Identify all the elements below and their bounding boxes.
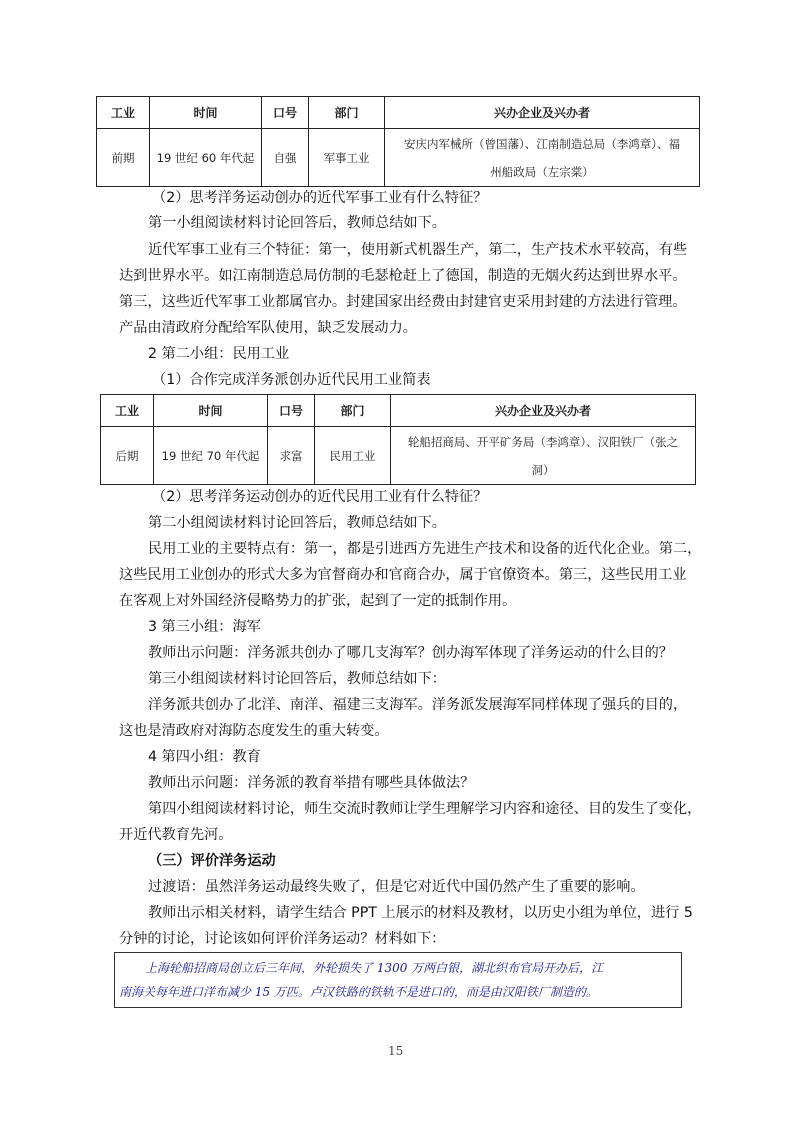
cell-enterprises <box>391 427 696 485</box>
cell-enterprises <box>385 129 700 187</box>
page-number: 15 <box>388 1044 404 1058</box>
sec1-intro: 第一小组阅读材料讨论回答后，教师总结如下。 <box>148 215 446 231</box>
sec2-intro: 第二小组阅读材料讨论回答后，教师总结如下。 <box>148 515 446 531</box>
table-header-row <box>97 97 700 129</box>
header-slogan: 口号 <box>262 97 309 129</box>
cell-slogan: 自强 <box>262 129 309 187</box>
cell-period: 前期 <box>97 129 150 187</box>
sec1-question: （2）思考洋务运动创办的近代军事工业有什么特征？ <box>152 190 488 206</box>
cell-time: 19 世纪 60 年代起 <box>150 129 262 187</box>
sec1-line2: 达到世界水平。如江南制造总局仿制的毛瑟枪赶上了德国，制造的无烟火药达到世界水平。 <box>119 268 687 284</box>
header-industry: 工业 <box>101 395 154 427</box>
sec2-question2: （2）思考洋务运动创办的近代民用工业有什么特征？ <box>152 489 488 505</box>
sec2-heading: 2 第二小组：民用工业 <box>148 346 290 362</box>
cell-enterprises-line1: 轮船招商局、开平矿务局（李鸿章）、汉阳铁厂（张之 <box>407 434 679 449</box>
cell-department: 民用工业 <box>315 427 391 485</box>
header-industry: 工业 <box>97 97 150 129</box>
quote-line1: 上海轮船招商局创立后三年间，外轮损失了 1300 万两白银，湖北织布官局开办后，江 <box>145 961 604 975</box>
sec4-line2: 开近代教育先河。 <box>119 827 233 843</box>
sec5-line2: 分钟的讨论，讨论该如何评价洋务运动？材料如下： <box>119 931 446 947</box>
header-enterprises: 兴办企业及兴办者 <box>385 97 700 129</box>
header-time: 时间 <box>154 395 268 427</box>
sec5-heading: （三）评价洋务运动 <box>148 853 276 869</box>
table-header-row <box>101 395 696 427</box>
header-slogan: 口号 <box>268 395 315 427</box>
cell-time: 19 世纪 70 年代起 <box>154 427 268 485</box>
header-enterprises: 兴办企业及兴办者 <box>391 395 696 427</box>
header-department: 部门 <box>309 97 385 129</box>
cell-enterprises-line2: 州船政局（左宗棠） <box>490 164 594 179</box>
material-quote-box <box>114 952 682 1008</box>
cell-period: 后期 <box>101 427 154 485</box>
sec2-question1: （1）合作完成洋务派创办近代民用工业简表 <box>152 372 431 388</box>
cell-slogan: 求富 <box>268 427 315 485</box>
sec2-line2: 这些民用工业创办的形式大多为官督商办和官商合办，属于官僚资本。第三，这些民用工业 <box>119 567 687 583</box>
sec3-line1: 洋务派共创办了北洋、南洋、福建三支海军。洋务派发展海军同样体现了强兵的目的， <box>148 697 688 713</box>
table-row <box>97 129 700 187</box>
cell-enterprises-line2: 洞） <box>531 462 555 477</box>
sec3-intro: 第三小组阅读材料讨论回答后，教师总结如下： <box>148 671 446 687</box>
cell-department: 军事工业 <box>309 129 385 187</box>
sec5-line1: 教师出示相关材料，请学生结合 PPT 上展示的材料及教材，以历史小组为单位，进行 5 <box>148 905 693 921</box>
quote-line2: 南海关每年进口洋布减少 15 万匹。卢汉铁路的铁轨不是进口的，而是由汉阳铁厂制造的。 <box>119 985 598 999</box>
civil-industry-table <box>100 394 696 485</box>
sec4-question: 教师出示问题：洋务派的教育举措有哪些具体做法？ <box>148 775 475 791</box>
sec3-line2: 这也是清政府对海防态度发生的重大转变。 <box>119 723 389 739</box>
header-department: 部门 <box>315 395 391 427</box>
military-industry-table <box>96 96 700 187</box>
sec4-heading: 4 第四小组：教育 <box>148 749 261 765</box>
sec1-line1: 近代军事工业有三个特征：第一，使用新式机器生产，第二，生产技术水平较高，有些 <box>148 242 688 258</box>
sec3-question: 教师出示问题：洋务派共创办了哪几支海军？创办海军体现了洋务运动的什么目的？ <box>148 645 673 661</box>
sec1-line4: 产品由清政府分配给军队使用，缺乏发展动力。 <box>119 320 417 336</box>
sec5-transition: 过渡语：虽然洋务运动最终失败了，但是它对近代中国仍然产生了重要的影响。 <box>148 879 645 895</box>
sec3-heading: 3 第三小组：海军 <box>148 619 261 635</box>
header-time: 时间 <box>150 97 262 129</box>
cell-enterprises-line1: 安庆内军械所（曾国藩）、江南制造总局（李鸿章）、福 <box>404 136 680 151</box>
table-row <box>101 427 696 485</box>
sec4-line1: 第四小组阅读材料讨论，师生交流时教师让学生理解学习内容和途径、目的发生了变化， <box>148 801 702 817</box>
sec2-line3: 在客观上对外国经济侵略势力的扩张，起到了一定的抵制作用。 <box>119 593 517 609</box>
sec1-line3: 第三，这些近代军事工业都属官办。封建国家出经费由封建官吏采用封建的方法进行管理。 <box>119 294 687 310</box>
sec2-line1: 民用工业的主要特点有：第一，都是引进西方先进生产技术和设备的近代化企业。第二， <box>148 541 702 557</box>
